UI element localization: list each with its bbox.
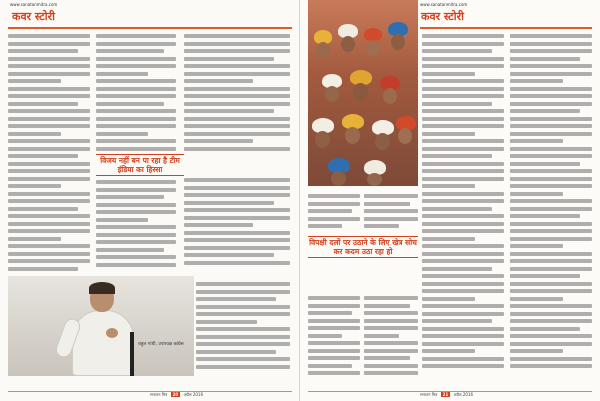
photo-caption: राहुल गांधी, उपाध्यक्ष कांग्रेस (138, 342, 184, 347)
right-text-column-3 (422, 34, 504, 379)
left-footer (150, 392, 203, 398)
left-page-number: 20 (172, 392, 179, 397)
left-url: www.sanatanmitra.com (10, 2, 58, 7)
left-text-column-3 (184, 34, 290, 154)
microphone-icon (130, 332, 134, 376)
right-title-rule (420, 27, 592, 29)
left-text-column-3c (196, 282, 290, 378)
left-title-rule (8, 27, 292, 29)
left-text-column-3b (184, 178, 290, 274)
politician-photo (8, 276, 194, 376)
right-footer (420, 392, 473, 398)
right-text-column-1b (308, 296, 360, 378)
right-text-column-2 (364, 194, 418, 234)
speaker-figure (68, 284, 138, 376)
crowd-photo (308, 0, 418, 186)
right-text-column-2b (364, 296, 418, 378)
right-footer-publication: सनातन मित्र (420, 392, 438, 397)
left-pullquote: विजय नहीं बन पा रहा है टीम इंडिया का हिस्सा (96, 154, 184, 176)
right-text-column-4 (510, 34, 592, 379)
right-text-column-1 (308, 194, 360, 234)
right-page-number: 21 (442, 392, 449, 397)
right-headline: विपक्षी दलों पर उठाने के लिए खेत्र सोच कर कदम उठा रहा हो (309, 238, 417, 256)
right-footer-date: अप्रैल 2016 (453, 392, 474, 397)
left-text-column-1 (8, 34, 90, 274)
left-footer-publication: सनातन मित्र (149, 392, 168, 397)
right-section-title: कवर स्टोरी (421, 10, 464, 23)
left-footer-date: अप्रैल 2016 (183, 392, 203, 397)
right-url: www.sanatanmitra.com (420, 2, 468, 7)
left-section-title: कवर स्टोरी (12, 10, 55, 23)
right-page (300, 0, 600, 401)
left-text-column-2b (96, 180, 176, 274)
left-text-column-2 (96, 34, 176, 154)
